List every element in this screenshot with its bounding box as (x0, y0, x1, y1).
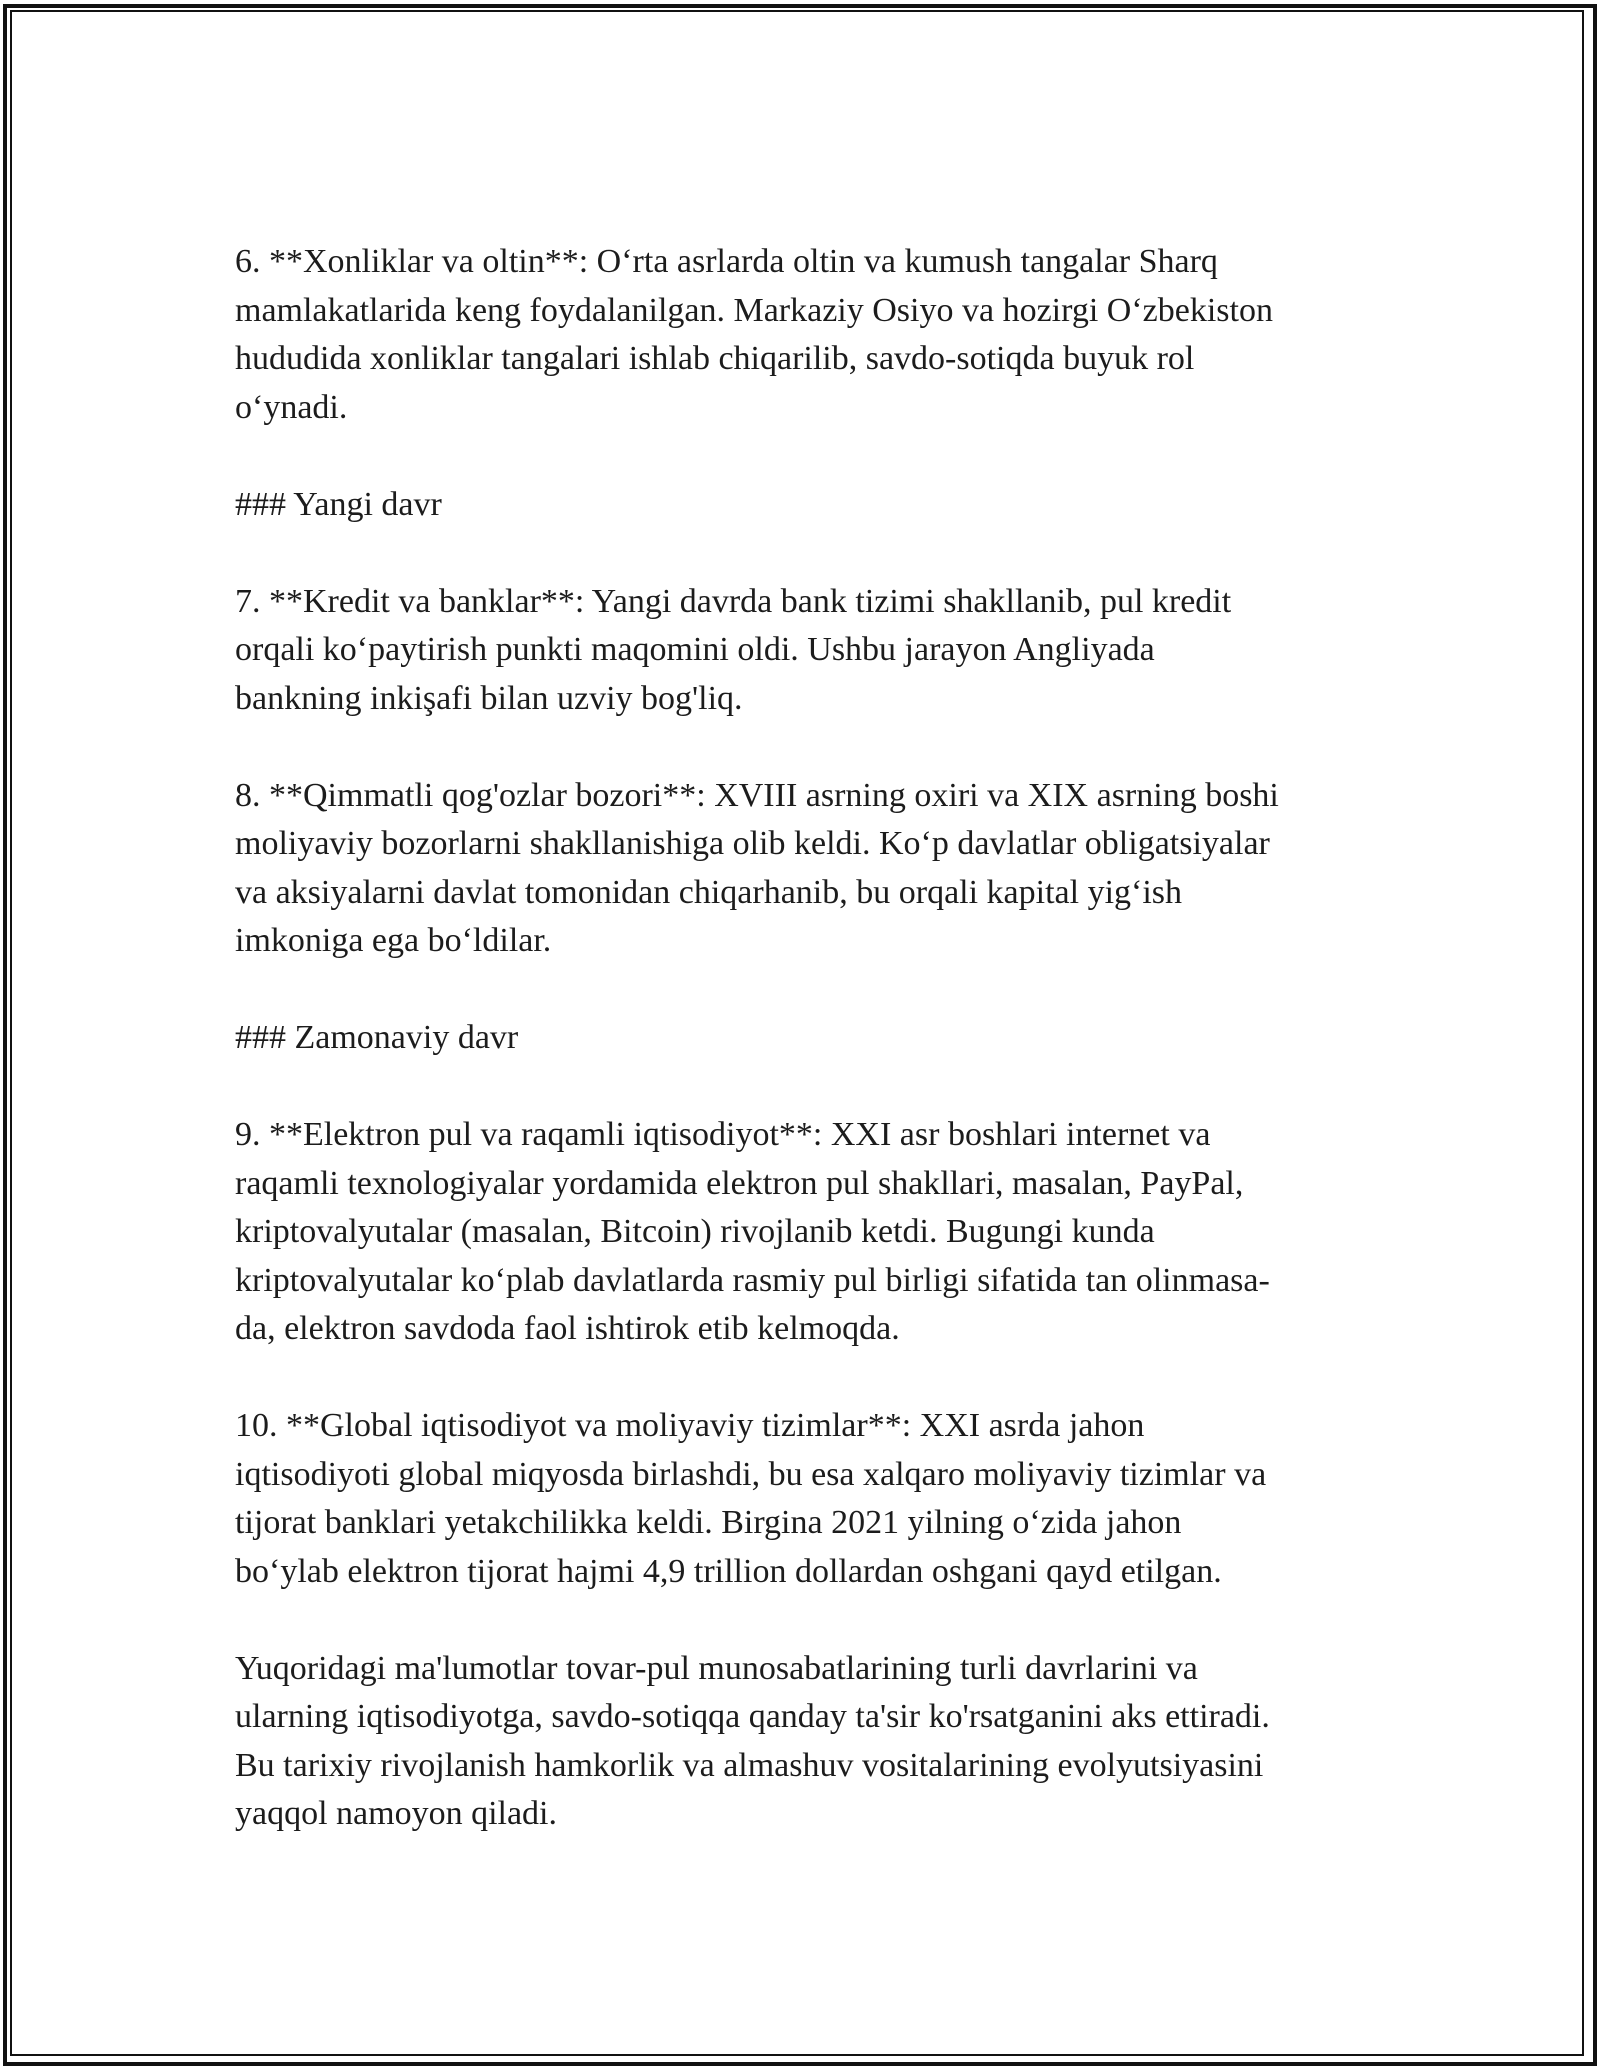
paragraph-item-8: 8. **Qimmatli qog'ozlar bozori**: XVIII asrning oxiri va XIX asrning boshi moliyaviy bozorlarni shakllanishiga olib keldi. Ko‘p davlatlar obligatsiyalar va aksiyalarni davlat tomonidan chiqarhanib, bu orqali kapital yig‘ish imkoniga ega bo‘ldilar. (235, 776, 1279, 959)
paragraph-item-9: 9. **Elektron pul va raqamli iqtisodiyot**: XXI asr boshlari internet va raqamli texnologiyalar yordamida elektron pul shakllari, masalan, PayPal, kriptovalyutalar (masalan, Bitcoin) rivojlanib ketdi. Bugungi kunda kriptovalyutalar ko‘plab davlatlarda rasmiy pul birligi sifatida tan olinmasa- da, elektron savdoda faol ishtirok etib kelmoqda. (235, 1116, 1270, 1347)
paragraph-conclusion: Yuqoridagi ma'lumotlar tovar-pul munosabatlarining turli davrlarini va ularning iqtisodiyotga, savdo-sotiqqa qanday ta'sir ko'rsatganini aks ettiradi. Bu tarixiy rivojlanish hamkorlik va almashuv vositalarining evolyutsiyasini yaqqol namoyon qiladi. (235, 1649, 1270, 1832)
paragraph-item-6: 6. **Xonliklar va oltin**: O‘rta asrlarda oltin va kumush tangalar Sharq mamlakatlarida keng foydalanilgan. Markaziy Osiyo va hozirgi O‘zbekiston hududida xonliklar tangalari ishlab chiqarilib, savdo-sotiqda buyuk rol o‘ynadi. (235, 243, 1273, 426)
section-heading-zamonaviy-davr: ### Zamonaviy davr (235, 1019, 519, 1056)
paragraph-item-10: 10. **Global iqtisodiyot va moliyaviy tizimlar**: XXI asrda jahon iqtisodiyoti global miqyosda birlashdi, bu esa xalqaro moliyaviy tizimlar va tijorat banklari yetakchilikka keldi. Birgina 2021 yilning o‘zida jahon bo‘ylab elektron tijorat hajmi 4,9 trillion dollardan oshgani qayd etilgan. (235, 1407, 1267, 1590)
paragraph-item-7: 7. **Kredit va banklar**: Yangi davrda bank tizimi shakllanib, pul kredit orqali ko‘paytirish punkti maqomini oldi. Ushbu jarayon Angliyada bankning inkişafi bilan uzviy bog'liq. (235, 582, 1232, 717)
section-heading-yangi-davr: ### Yangi davr (235, 485, 442, 523)
document-body (235, 238, 1395, 1839)
